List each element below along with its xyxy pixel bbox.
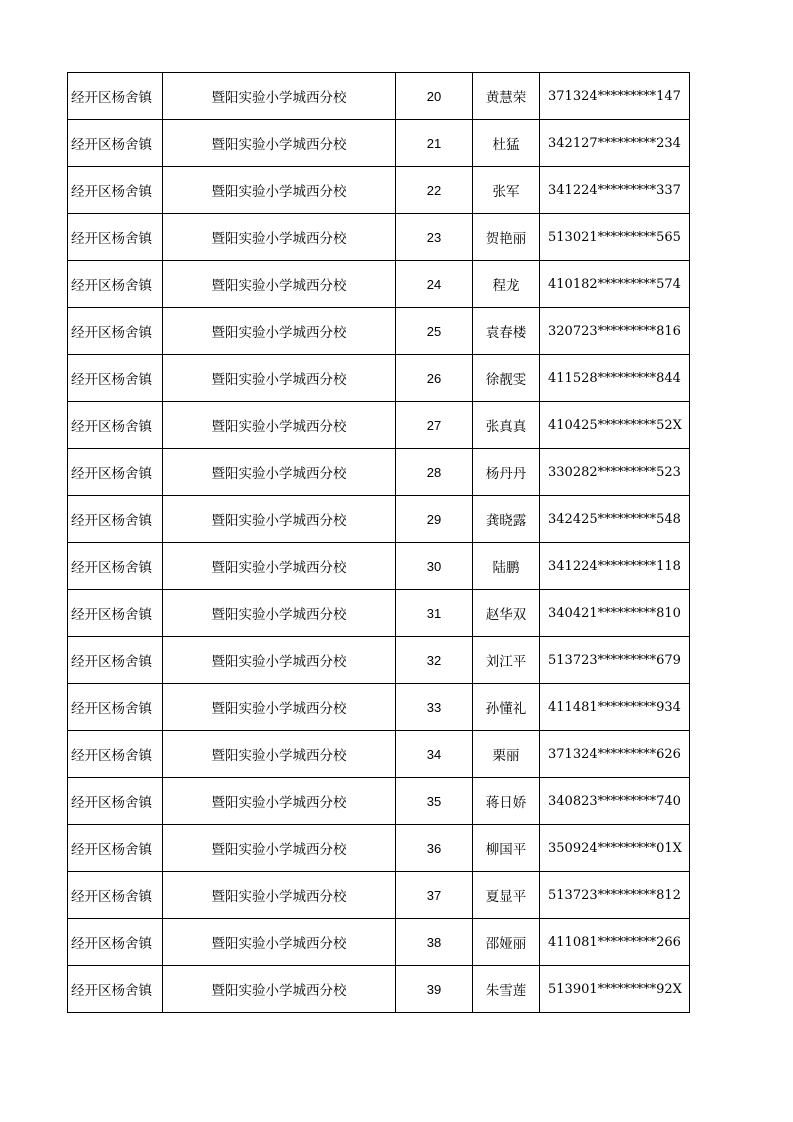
school-cell: 暨阳实验小学城西分校	[163, 543, 396, 590]
district-cell: 经开区杨舍镇	[68, 355, 163, 402]
id-number-cell: 341224*********118	[540, 543, 690, 590]
table-row	[68, 73, 690, 120]
school-cell: 暨阳实验小学城西分校	[163, 214, 396, 261]
id-number-cell: 410425*********52X	[540, 402, 690, 449]
district-cell: 经开区杨舍镇	[68, 73, 163, 120]
school-cell: 暨阳实验小学城西分校	[163, 120, 396, 167]
school-cell: 暨阳实验小学城西分校	[163, 308, 396, 355]
sequence-cell: 29	[396, 496, 473, 543]
table-row	[68, 167, 690, 214]
name-cell: 陆鹏	[473, 543, 540, 590]
name-cell: 刘江平	[473, 637, 540, 684]
id-number-cell: 411481*********934	[540, 684, 690, 731]
name-cell: 栗丽	[473, 731, 540, 778]
school-cell: 暨阳实验小学城西分校	[163, 966, 396, 1013]
name-cell: 朱雪莲	[473, 966, 540, 1013]
district-cell: 经开区杨舍镇	[68, 778, 163, 825]
school-cell: 暨阳实验小学城西分校	[163, 402, 396, 449]
sequence-cell: 27	[396, 402, 473, 449]
district-cell: 经开区杨舍镇	[68, 543, 163, 590]
table-row	[68, 543, 690, 590]
school-cell: 暨阳实验小学城西分校	[163, 355, 396, 402]
sequence-cell: 21	[396, 120, 473, 167]
id-number-cell: 340823*********740	[540, 778, 690, 825]
table-row	[68, 825, 690, 872]
sequence-cell: 31	[396, 590, 473, 637]
district-cell: 经开区杨舍镇	[68, 684, 163, 731]
sequence-cell: 32	[396, 637, 473, 684]
school-cell: 暨阳实验小学城西分校	[163, 684, 396, 731]
name-cell: 贺艳丽	[473, 214, 540, 261]
sequence-cell: 37	[396, 872, 473, 919]
district-cell: 经开区杨舍镇	[68, 637, 163, 684]
name-cell: 杜猛	[473, 120, 540, 167]
name-cell: 孙懂礼	[473, 684, 540, 731]
name-cell: 张真真	[473, 402, 540, 449]
name-cell: 柳国平	[473, 825, 540, 872]
district-cell: 经开区杨舍镇	[68, 590, 163, 637]
sequence-cell: 30	[396, 543, 473, 590]
table-row	[68, 214, 690, 261]
sequence-cell: 25	[396, 308, 473, 355]
id-number-cell: 330282*********523	[540, 449, 690, 496]
district-cell: 经开区杨舍镇	[68, 731, 163, 778]
district-cell: 经开区杨舍镇	[68, 872, 163, 919]
name-cell: 夏显平	[473, 872, 540, 919]
name-cell: 徐靓雯	[473, 355, 540, 402]
id-number-cell: 371324*********147	[540, 73, 690, 120]
school-cell: 暨阳实验小学城西分校	[163, 449, 396, 496]
sequence-cell: 20	[396, 73, 473, 120]
id-number-cell: 411081*********266	[540, 919, 690, 966]
district-cell: 经开区杨舍镇	[68, 120, 163, 167]
school-cell: 暨阳实验小学城西分校	[163, 731, 396, 778]
id-number-cell: 513723*********679	[540, 637, 690, 684]
id-number-cell: 371324*********626	[540, 731, 690, 778]
table-row	[68, 402, 690, 449]
sequence-cell: 39	[396, 966, 473, 1013]
name-cell: 袁春楼	[473, 308, 540, 355]
district-cell: 经开区杨舍镇	[68, 261, 163, 308]
id-number-cell: 342127*********234	[540, 120, 690, 167]
name-cell: 龚晓露	[473, 496, 540, 543]
table-row	[68, 261, 690, 308]
name-cell: 杨丹丹	[473, 449, 540, 496]
sequence-cell: 23	[396, 214, 473, 261]
table-row	[68, 308, 690, 355]
name-cell: 蒋日娇	[473, 778, 540, 825]
id-number-cell: 341224*********337	[540, 167, 690, 214]
school-cell: 暨阳实验小学城西分校	[163, 167, 396, 214]
table-row	[68, 637, 690, 684]
table-row	[68, 496, 690, 543]
name-cell: 张军	[473, 167, 540, 214]
table-row	[68, 872, 690, 919]
district-cell: 经开区杨舍镇	[68, 402, 163, 449]
school-cell: 暨阳实验小学城西分校	[163, 496, 396, 543]
sequence-cell: 38	[396, 919, 473, 966]
district-cell: 经开区杨舍镇	[68, 449, 163, 496]
district-cell: 经开区杨舍镇	[68, 919, 163, 966]
name-cell: 黄慧荣	[473, 73, 540, 120]
sequence-cell: 35	[396, 778, 473, 825]
id-number-cell: 340421*********810	[540, 590, 690, 637]
school-cell: 暨阳实验小学城西分校	[163, 919, 396, 966]
school-cell: 暨阳实验小学城西分校	[163, 778, 396, 825]
id-number-cell: 411528*********844	[540, 355, 690, 402]
district-cell: 经开区杨舍镇	[68, 214, 163, 261]
teacher-roster-table	[67, 72, 690, 1013]
name-cell: 程龙	[473, 261, 540, 308]
school-cell: 暨阳实验小学城西分校	[163, 825, 396, 872]
school-cell: 暨阳实验小学城西分校	[163, 637, 396, 684]
table-row	[68, 966, 690, 1013]
district-cell: 经开区杨舍镇	[68, 966, 163, 1013]
table-row	[68, 120, 690, 167]
school-cell: 暨阳实验小学城西分校	[163, 872, 396, 919]
sequence-cell: 34	[396, 731, 473, 778]
name-cell: 赵华双	[473, 590, 540, 637]
roster-body	[68, 73, 690, 1013]
district-cell: 经开区杨舍镇	[68, 167, 163, 214]
id-number-cell: 513021*********565	[540, 214, 690, 261]
school-cell: 暨阳实验小学城西分校	[163, 590, 396, 637]
table-row	[68, 919, 690, 966]
id-number-cell: 513723*********812	[540, 872, 690, 919]
school-cell: 暨阳实验小学城西分校	[163, 73, 396, 120]
sequence-cell: 22	[396, 167, 473, 214]
id-number-cell: 320723*********816	[540, 308, 690, 355]
sequence-cell: 28	[396, 449, 473, 496]
sequence-cell: 26	[396, 355, 473, 402]
table-row	[68, 731, 690, 778]
table-row	[68, 449, 690, 496]
table-row	[68, 684, 690, 731]
sequence-cell: 36	[396, 825, 473, 872]
district-cell: 经开区杨舍镇	[68, 308, 163, 355]
id-number-cell: 342425*********548	[540, 496, 690, 543]
table-row	[68, 355, 690, 402]
sequence-cell: 24	[396, 261, 473, 308]
school-cell: 暨阳实验小学城西分校	[163, 261, 396, 308]
id-number-cell: 350924*********01X	[540, 825, 690, 872]
district-cell: 经开区杨舍镇	[68, 825, 163, 872]
id-number-cell: 410182*********574	[540, 261, 690, 308]
id-number-cell: 513901*********92X	[540, 966, 690, 1013]
district-cell: 经开区杨舍镇	[68, 496, 163, 543]
name-cell: 邵娅丽	[473, 919, 540, 966]
table-row	[68, 778, 690, 825]
table-row	[68, 590, 690, 637]
sequence-cell: 33	[396, 684, 473, 731]
